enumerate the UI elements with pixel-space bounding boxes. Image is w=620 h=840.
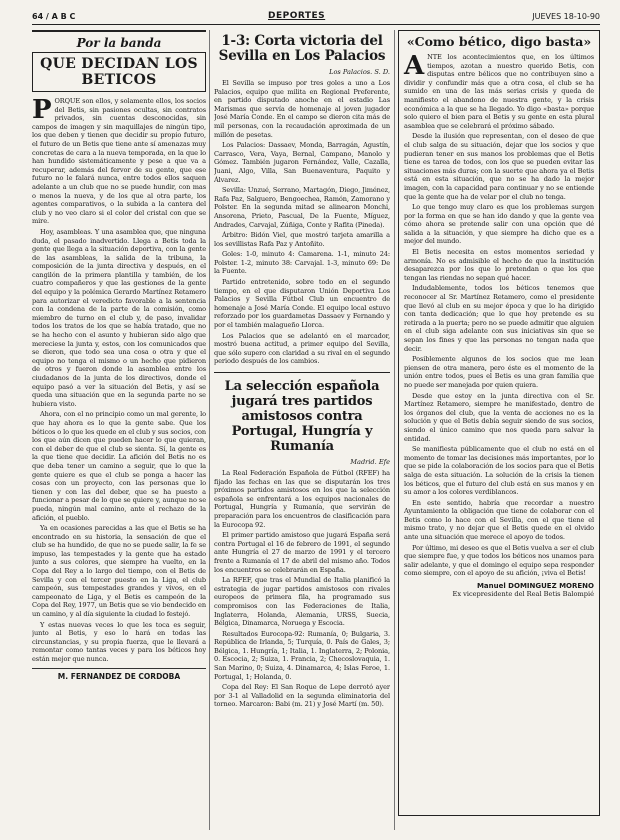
column-rule	[394, 30, 395, 830]
article-headline: La selección española jugará tres partidos amistosos contra Portugal, Hungría y Rumanía	[214, 372, 390, 454]
article-paragraph: La RFEF, que tras el Mundial de Italia planificó la estrategia de jugar partidos amistosos con rivales europeos de primera fila, ha programado sus compromisos con las Federaciones de Italia, Inglaterra, Holanda, Alemania, URSS, Suecia, Bélgica, Dinamarca, Noruega y Escocia.	[214, 576, 390, 628]
drop-cap: P	[32, 95, 52, 125]
article-paragraph: El Betis necesita en estos momentos seriedad y armonía. No es admisible el hecho de que la institución desaparezca por los que lo pretendan o que los que tengan las riendas no sepan qué hacer.	[404, 248, 594, 282]
article-paragraph: Ahora, con el no principio como un mal gerente, lo que hay ahora es lo que la gente sabe. Que los béticos o lo que les quede en el club y sus socios, con los que aún dicen que pueden hacer lo que quieran, con el deber de que el club se sienta. Sí, la gente es la que tiene que decidir. La afición del Betis no es que deba tener un camino a seguir, que lo que la gente quiere es que el club se ponga a hacer las cosas con un proyecto, con las personas que lo tienen y con las del deber, que se ha puesto a funcionar a pesar de lo que se quiere y, aunque no se pueda, ningún mal camino, ante el rechazo de la afición, el pueblo.	[32, 410, 206, 522]
article-paragraph: NTE los acontecimientos que, en los últimos tiempos, azotan a nuestro querido Betis, con disputas entre bélicos que no contribuyen sino a dividir y confundir más que a otra cosa, el club se ha sumido en una de las más serias crisis y queda de manifiesto el abandono de nuestra gente, y la crisis económica a la que se ha llegado. Yo digo «basta» porque solo quiero el bien para el Betis y su gente en esta plural asamblea que se celebrará el próximo sábado.	[404, 53, 594, 130]
goals-paragraph: Goles: 1-0, minuto 4: Camarena. 1-1, minuto 24: Polster. 1-2, minuto 38: Carvajal. 1-3, minuto 69: De la Fuente.	[214, 250, 390, 276]
lineup-paragraph: Sevilla: Unzué, Serrano, Martagón, Diego, Jiménez, Rafa Paz, Salguero, Bengoechea, Ramón, Zamorano y Polster. En la segunda mitad se alinearon Monchi, Ansorena, Prieto, Pascual, De la Fuente, Míguez, Andrades, Carvajal, Zúñiga, Conte y Rafita (Pineda).	[214, 186, 390, 229]
drop-cap: A	[404, 51, 425, 81]
article-dateline: Los Palacios. S. D.	[329, 68, 390, 76]
signature-role: Ex vicepresidente del Real Betis Balompié	[452, 590, 594, 599]
article-dateline: Madrid. Efe	[350, 458, 390, 466]
section-name: DEPORTES	[268, 11, 326, 21]
article-paragraph: Por último, mi deseo es que el Betis vuelva a ser el club que siempre fue, y que todos los béticos nos unamos para salir adelante, y que el domingo el equipo sepa responder como siempre, con el apoyo de su afición, ¡viva el Betis!	[404, 543, 594, 578]
page-header	[32, 10, 600, 25]
article-paragraph: La Real Federación Española de Fútbol (RFEF) ha fijado las fechas en las que se disputarán los tres próximos partidos amistosos en los que la selección española se enfrentará a los equipos nacionales de Portugal, Hungría y Rumanía, que servirán de preparación para los encuentros de clasificación para la Eurocopa 92.	[214, 469, 390, 529]
article-headline: 1-3: Corta victoria del Sevilla en Los Palacios	[218, 33, 386, 64]
article-paragraph: Lo que tengo muy claro es que los problemas surgen por la forma en que se han ido dando y que la gente vea cómo ahora se pretende salir con una opción que dé salida a la situación, y que siempre ha dicho que es a mejor del mundo.	[404, 203, 594, 246]
article-paragraph: Posiblemente algunos de los socios que me lean piensen de otra manera, pero éste es el momento de la unión entre todos, pues el Betis es una gran familia que no puede ser manejada por quien quiera.	[404, 355, 594, 389]
opinion-headline: QUE DECIDAN LOS BETICOS	[32, 52, 206, 92]
column-kicker: Por la banda	[32, 30, 206, 52]
article-paragraph: Partido entretenido, sobre todo en el segundo tiempo, en el que disputaron Unión Deportiva Los Palacios y Sevilla Fútbol Club un encuentro de homenaje a José María Conde. El equipo local estuvo reforzado por los guardametas Dassaev y Fernando y por el también malagueño Llorca.	[214, 278, 390, 330]
author-signature: M. FERNANDEZ DE CORDOBA	[32, 668, 206, 681]
letter-signature	[404, 582, 594, 598]
article-paragraph: Desde la ilusión que representan, con el deseo de que el club salga de su situación, dejar que los socios y que pudieran tener en sus manos los problemas que el Betis tiene es tarea de todos, con los que se pueden evitar las situaciones más duras; con la suerte que ahora ya el Betis está en esta situación, que no se ha dado la mejor imagen, con la capacidad para continuar y no se entiende que la gente que ha de velar por el club no tenga.	[404, 132, 594, 201]
letter-column	[398, 30, 600, 830]
page-number: 64 / A B C	[32, 12, 76, 21]
referee-paragraph: Árbitro: Bidón Viel, que mostró tarjeta amarilla a los sevillistas Rafa Paz y Antoñito.	[214, 231, 390, 248]
article-paragraph: En este sentido, habría que recordar a nuestro Ayuntamiento la obligación que tiene de colaborar con el Betis como lo hace con el Sevilla, con el que tiene el mismo trato, y no dejar que el Betis quede en el olvido ante una situación que merece el apoyo de todos.	[404, 498, 594, 542]
article-paragraph: El Sevilla se impuso por tres goles a uno a Los Palacios, equipo que milita en Regional Preferente, en partido disputado anoche en el estadio Las Marismas que servía de homenaje al joven jugador José María Conde. En el campo se dieron cita más de mil personas, con la recaudación aproximada de un millón de pesetas.	[214, 79, 390, 139]
column-rule	[209, 30, 210, 830]
article-paragraph: El primer partido amistoso que jugará España será contra Portugal el 16 de febrero de 1991, el segundo ante Hungría el 27 de marzo de 1991 y el tercero frente a Rumanía el 17 de abril del mismo año. Todos los encuentros se celebrarán en España.	[214, 531, 390, 574]
lineup-paragraph: Los Palacios: Dassaev, Monda, Barragán, Agustín, Carrasco, Vera, Vaya, Bernal, Campano, Manolo y Gómez. También jugaron Fernández, Valle, Cazalla, Juani, Algo, Villa, San Buenaventura, Paquito y Álvarez.	[214, 141, 390, 184]
article-paragraph: Hoy, asambleas. Y una asamblea que, que ninguna duda, el pasado inadvertido. Llega a Betis toda la gente que llega a la situación deportiva, con la gente de las asambleas, la salida de la tribuna, la composición de la junta directiva y después, en el cangilón de la primera plantilla y también, de los cuatro compañeros y que las gestiones de la gente del equipo y la polémica Gerardo Martínez Retamero para autorizar el veredicto favorable a la sentencia con la condena de la parte de la comisión, como miembro de turno en el club y, de paso, invalidar todos los tratos de los que se había tratado, que no se ha hecho con el asunto y hubieran sido algo que mereciese la junta y, estos, con los comunicados que se dieron, que todo sea una cosa o otra y que el equipo no tenga el mismo o un hecho que pidieron de otros y fueron donde la asamblea entre los ciudadanos de la junta de los directivos, donde el equipo pasó a ver la situación del Betis, y así se queda una situación que en la segunda parte no se hubiera visto.	[32, 227, 206, 408]
article-paragraph: Se manifiesta públicamente que el club no está en el momento de tomar las decisiones más importantes, por lo que se pide la colaboración de los socios para que el Betis salga de esta situación. La solución de la crisis la tienen los béticos, que el futuro del club está en sus manos y en su amor a los colores verdiblancos.	[404, 445, 594, 497]
results-paragraph: Resultados Eurocopa-92: Rumanía, 0; Bulgaria, 3. República de Irlanda, 5; Turquía, 0. País de Gales, 3; Bélgica, 1. Hungría, 1; Italia, 1. Inglaterra, 2; Polonia, 0. Escocia, 2; Suiza, 1. Francia, 2; Checoslovaquia, 1. San Marino, 0; Suiza, 4. Dinamarca, 4; Islas Feroe, 1. Portugal, 1; Holanda, 0.	[214, 629, 390, 681]
opinion-column	[32, 30, 206, 830]
issue-date: JUEVES 18-10-90	[532, 12, 600, 21]
letter-headline: «Como bético, digo basta»	[406, 34, 592, 49]
signature-name: Manuel DOMINGUEZ MORENO	[476, 582, 594, 591]
article-paragraph: Desde que estoy en la junta directiva con el Sr. Martínez Retamero, siempre he manifestado, dentro de los órganos del club, que la venta de acciones no es la solución y que el Betis debía seguir siendo de sus socios, siendo el único camino que nos queda para salvar la entidad.	[404, 391, 594, 443]
article-paragraph: Indudablemente, todos los béticos tenemos que reconocer al Sr. Martínez Retamero, como el presidente que llevó al club en su mejor época y que lo ha dirigido con tanta dedicación; que lo que hoy pretende es su retirada a la puerta; pero no se puede admitir que alguien en el club siga adelante con sus iniciativas sin que se sepan los fines y que las personas no tengan nada que decir.	[404, 284, 594, 353]
cup-paragraph: Copa del Rey: El San Roque de Lepe derrotó ayer por 3-1 al Valladolid en la segunda eliminatoria del torneo. Marcaron: Babi (m. 21) y José Martí (m. 50).	[214, 683, 390, 709]
news-column	[214, 30, 390, 830]
letter-box	[398, 30, 600, 816]
article-paragraph: Ya en ocasiones parecidas a las que el Betis se ha encontrado en su historia, la sensación de que el club se ha hundido, de que no se puede salir, la fe se impuso, las tempestades y la gente que ha estado junto a sus colores, que siempre ha vuelto, en la Copa del Rey a lo largo del tiempo, con el Betis de Sevilla y con el tercer puesto en la Liga, el club campeón, sus tempestades grandes y vivos, en el campeonato de Liga, y el Betis es campeón de la Copa del Rey, 1977, un Betis que se vio bendecido en un camino, y al día siguiente la ciudad lo festejó.	[32, 524, 206, 619]
article-paragraph: ORQUE son ellos, y solamente ellos, los socios del Betis, sin pasiones ocultas, sin contratos privados, sin cuentas desconocidas, sin campos de imagen y sin maquillajes de ningún tipo, los que deben y tienen que decidir su propio futuro, el futuro de un Betis que tiene ante sí amenazas muy concretas de cara a la nueva temporada, en la que lo han hundido sistemáticamente y pese a que va a recuperar, además del fervor de su gente, que ese futuro no le falará nunca, entre todos ellos saquen adelante a un club que no se puede hundir, con mas o menos la nueva, y de los que al otra parte, los agentes comparativos, o la subida a la cantera del club y no veo claro si el color del cristal con que se mire.	[32, 97, 206, 226]
article-paragraph: Los Palacios que se adelantó en el marcador, mostró buena actitud, a primer equipo del Sevilla, que sólo supero con claridad a su rival en el segundo periodo después de los cambios.	[214, 331, 390, 366]
article-paragraph: Y estas nuevas veces lo que les toca es seguir, junto al Betis, y eso lo hará en todas las circunstancias, y su propia fuerza, que le llevará a remontar como tantas veces y para los béticos hoy están mejor que nunca.	[32, 620, 206, 663]
